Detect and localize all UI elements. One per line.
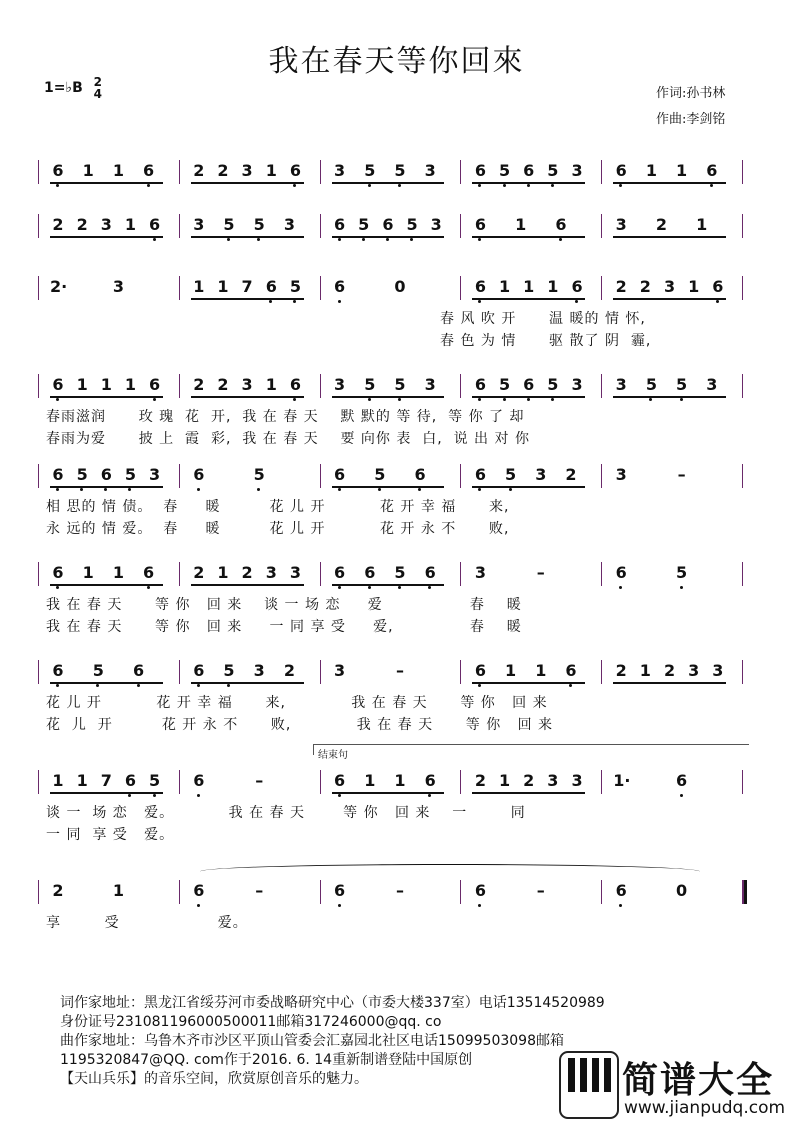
note: 5	[147, 772, 163, 790]
score-row	[0, 562, 793, 642]
note: 1	[112, 563, 124, 582]
note: 5	[497, 376, 513, 394]
note: 2·	[50, 277, 68, 296]
note: –	[536, 881, 545, 900]
note: 3	[334, 375, 346, 394]
barline	[179, 880, 180, 904]
beam-underline	[613, 682, 726, 684]
note: 5	[287, 278, 303, 296]
beam-underline	[50, 486, 163, 488]
beam-underline	[472, 396, 585, 398]
note: 6	[412, 466, 428, 484]
barline	[38, 214, 39, 238]
note: 5	[356, 216, 372, 234]
barline	[179, 374, 180, 398]
note: 3	[241, 375, 253, 394]
key-label: 1=♭B	[44, 80, 83, 96]
note: 2	[217, 161, 229, 180]
note: 6	[50, 662, 66, 680]
barline	[179, 464, 180, 488]
lyric-line-1: 我 在 春 天 等 你 回 来 谈 一 场 恋 爱 春 暖	[46, 597, 522, 613]
note: 6	[569, 278, 585, 296]
note: 6	[613, 882, 629, 900]
barline	[320, 214, 321, 238]
beam-underline	[332, 236, 445, 238]
note: 6	[472, 216, 488, 234]
note: 6	[50, 376, 66, 394]
note: 2	[52, 215, 64, 234]
barline	[320, 770, 321, 794]
note: 2	[76, 215, 88, 234]
beam-underline	[472, 792, 585, 794]
beam-underline	[191, 396, 304, 398]
score-row	[0, 770, 793, 850]
note: 6	[332, 466, 348, 484]
note: 1	[217, 563, 229, 582]
note: 6	[332, 882, 348, 900]
barline	[601, 214, 602, 238]
barline	[460, 464, 461, 488]
note: 2	[615, 277, 627, 296]
barline	[601, 660, 602, 684]
note: 3	[334, 661, 346, 680]
barline	[460, 214, 461, 238]
note: –	[396, 661, 404, 680]
lyricist: 作词:孙书林	[656, 86, 726, 101]
note: 6	[521, 162, 537, 180]
beam-underline	[332, 396, 445, 398]
barline	[742, 374, 743, 398]
note: 6	[710, 278, 726, 296]
note: 3	[688, 661, 700, 680]
note: 5	[674, 376, 690, 394]
lyric-line-2: 春 色 为 情 驱 散了 阴 霾,	[440, 333, 652, 349]
note: 3	[112, 277, 124, 296]
note: 7	[241, 277, 253, 296]
lyric-line-1: 春雨滋润 玫 瑰 花 开, 我 在 春 天 默 默的 等 待, 等 你 了 却	[46, 409, 525, 425]
note: 6	[362, 564, 378, 582]
footer-line: 词作家地址：黑龙江省绥芬河市委战略研究中心（市委大楼337室）电话13514520989	[60, 995, 605, 1011]
barline	[742, 160, 743, 184]
footer-line: 1195320847@QQ. com作于2016. 6. 14重新制谱登陆中国原创	[60, 1052, 473, 1068]
barline	[179, 562, 180, 586]
beam-underline	[613, 298, 726, 300]
beam-underline	[472, 486, 585, 488]
page-title: 我在春天等你回來	[268, 44, 525, 79]
note: 6	[50, 564, 66, 582]
note: 1	[676, 161, 688, 180]
note: 5	[392, 376, 408, 394]
barline	[460, 562, 461, 586]
note: 5	[122, 466, 138, 484]
note: 3	[615, 215, 627, 234]
barline	[320, 160, 321, 184]
note: 6	[131, 662, 147, 680]
barline	[460, 374, 461, 398]
barline	[38, 160, 39, 184]
beam-underline	[332, 584, 445, 586]
note: 1	[696, 215, 708, 234]
time-bottom: 4	[93, 87, 102, 101]
note: 6	[191, 466, 207, 484]
note: 6	[191, 772, 207, 790]
lyric-line-2: 春雨为爱 披 上 霞 彩, 我 在 春 天 要 向你 表 白, 说 出 对 你	[46, 431, 530, 447]
note: 6	[380, 216, 396, 234]
note: 5	[545, 376, 561, 394]
note: 5	[497, 162, 513, 180]
note: 3	[241, 161, 253, 180]
note: 5	[545, 162, 561, 180]
note: 3	[615, 375, 627, 394]
note: 1	[82, 563, 94, 582]
note: 1	[112, 881, 124, 900]
note: 2	[663, 661, 676, 680]
barline	[38, 880, 39, 904]
note: 6	[704, 162, 720, 180]
note: 6	[521, 376, 537, 394]
note: 1	[124, 375, 137, 394]
beam-underline	[50, 682, 163, 684]
note: 1	[547, 277, 559, 296]
time-signature	[94, 76, 102, 100]
note: 3	[615, 465, 627, 484]
beam-underline	[191, 584, 304, 586]
lyric-line-2: 花 儿 开 花 开 永 不 败, 我 在 春 天 等 你 回 来	[46, 717, 554, 733]
note: 3	[265, 563, 277, 582]
barline	[38, 770, 39, 794]
barline	[460, 880, 461, 904]
note: 1	[523, 277, 535, 296]
composer: 作曲:李剑铭	[656, 112, 726, 127]
note: 6	[287, 162, 303, 180]
note: 3	[474, 563, 486, 582]
note: 3	[334, 161, 346, 180]
score-row	[0, 880, 793, 960]
note: 6	[50, 162, 66, 180]
beam-underline	[50, 396, 163, 398]
barline	[38, 374, 39, 398]
barline	[179, 276, 180, 300]
note: 6	[674, 772, 690, 790]
note: 6	[122, 772, 138, 790]
footer-line: 身份证号231081196000500011邮箱317246000@qq. co	[60, 1014, 442, 1030]
note: 6	[472, 466, 488, 484]
note: 6	[613, 162, 629, 180]
note: 1	[498, 771, 511, 790]
barline	[601, 770, 602, 794]
note: 6	[332, 564, 348, 582]
beam-underline	[613, 236, 726, 238]
note: 3	[712, 661, 724, 680]
beam-underline	[472, 236, 585, 238]
note: 1	[364, 771, 376, 790]
note: 0	[394, 277, 406, 296]
ending-label: 结束句	[318, 750, 348, 761]
note: 6	[472, 662, 488, 680]
note: 1	[515, 215, 527, 234]
note: 6	[332, 772, 348, 790]
note: 6	[472, 278, 488, 296]
note: 6	[141, 162, 157, 180]
note: 3	[706, 375, 718, 394]
footer	[60, 994, 605, 1089]
note: 5	[221, 216, 237, 234]
barline	[320, 660, 321, 684]
score-row	[0, 660, 793, 740]
note: –	[255, 771, 264, 790]
note: 5	[362, 376, 378, 394]
note: 6	[472, 882, 488, 900]
note: 3	[424, 161, 436, 180]
note: 6	[147, 216, 163, 234]
note: 1	[124, 215, 137, 234]
footer-line: 曲作家地址：乌鲁木齐市沙区平顶山管委会汇嘉园北社区电话15099503098邮箱	[60, 1033, 564, 1049]
note: 3	[253, 661, 265, 680]
note: 1	[498, 277, 511, 296]
note: 5	[251, 466, 267, 484]
note: 0	[676, 881, 688, 900]
note: 6	[287, 376, 303, 394]
note: 1	[639, 661, 651, 680]
note: 3	[547, 771, 559, 790]
note: 6	[98, 466, 114, 484]
note: 6	[553, 216, 569, 234]
note: 5	[251, 216, 267, 234]
note: 6	[563, 662, 579, 680]
barline	[742, 660, 743, 684]
note: 1	[82, 161, 94, 180]
note: 6	[141, 564, 157, 582]
barline	[179, 660, 180, 684]
note: 6	[263, 278, 279, 296]
beam-underline	[472, 182, 585, 184]
note: 3	[193, 215, 205, 234]
beam-underline	[50, 584, 163, 586]
barline	[460, 160, 461, 184]
note: 2	[639, 277, 651, 296]
note: 2	[193, 375, 205, 394]
note: 3	[149, 465, 161, 484]
note: 6	[472, 162, 488, 180]
note: 3	[430, 215, 442, 234]
barline	[460, 276, 461, 300]
note: 1	[193, 277, 205, 296]
beam-underline	[191, 236, 304, 238]
note: 3	[571, 375, 583, 394]
lyric-line-1: 花 儿 开 花 开 幸 福 来, 我 在 春 天 等 你 回 来	[46, 695, 548, 711]
barline	[460, 770, 461, 794]
note: 3	[283, 215, 295, 234]
note: 2	[523, 771, 535, 790]
site-logo	[558, 1050, 786, 1120]
note: 5	[90, 662, 106, 680]
barline	[179, 770, 180, 794]
note: 6	[422, 772, 438, 790]
note: 6	[147, 376, 163, 394]
note: 1	[535, 661, 547, 680]
barline	[601, 374, 602, 398]
barline	[742, 770, 743, 794]
barline	[320, 374, 321, 398]
note: 5	[392, 564, 408, 582]
barline	[38, 562, 39, 586]
lyric-line-1: 相 思的 情 债。 春 暖 花 儿 开 花 开 幸 福 来,	[46, 499, 510, 515]
barline	[742, 464, 743, 488]
note: 6	[613, 564, 629, 582]
note: 2	[565, 465, 577, 484]
barline	[601, 880, 602, 904]
barline	[601, 464, 602, 488]
note: 1	[52, 771, 64, 790]
note: 6	[472, 376, 488, 394]
note: 5	[221, 662, 237, 680]
note: 2	[52, 881, 64, 900]
barline	[38, 660, 39, 684]
lyric-line-1: 谈 一 场 恋 爱。 我 在 春 天 等 你 回 来 一 同	[46, 805, 526, 821]
note: 1	[688, 277, 700, 296]
note: 1	[100, 375, 112, 394]
note: 2	[193, 161, 205, 180]
note: 5	[674, 564, 690, 582]
beam-underline	[613, 182, 726, 184]
logo-text: 简谱大全	[622, 1060, 775, 1101]
beam-underline	[50, 236, 163, 238]
note: 6	[191, 662, 207, 680]
barline	[742, 562, 743, 586]
note: –	[677, 465, 686, 484]
lyric-line-1: 享 受 爱。	[46, 915, 248, 931]
barline	[320, 880, 321, 904]
beam-underline	[332, 486, 445, 488]
beam-underline	[472, 682, 585, 684]
note: 3	[571, 771, 583, 790]
barline	[601, 160, 602, 184]
barline	[320, 562, 321, 586]
note: 5	[643, 376, 659, 394]
note: 5	[372, 466, 388, 484]
note: 1	[265, 161, 277, 180]
note: 2	[217, 375, 229, 394]
note: 1	[645, 161, 657, 180]
barline	[601, 562, 602, 586]
barline	[320, 276, 321, 300]
note: 2	[193, 563, 205, 582]
score-row	[0, 464, 793, 544]
note: 1	[112, 161, 124, 180]
note: 5	[503, 466, 519, 484]
barline	[320, 464, 321, 488]
note: 1	[265, 375, 277, 394]
note: 5	[392, 162, 408, 180]
note: 1	[76, 375, 88, 394]
note: 3	[100, 215, 112, 234]
beam-underline	[332, 792, 445, 794]
beam-underline	[191, 182, 304, 184]
note: 6	[50, 466, 66, 484]
note: 2	[615, 661, 627, 680]
tie-slur	[200, 864, 700, 879]
note: –	[396, 881, 404, 900]
barline	[38, 464, 39, 488]
note: 2	[283, 661, 295, 680]
beam-underline	[191, 298, 304, 300]
beam-underline	[472, 298, 585, 300]
note: 1·	[613, 771, 631, 790]
note: 1	[505, 661, 517, 680]
beam-underline	[50, 792, 163, 794]
barline	[742, 276, 743, 300]
barline	[179, 214, 180, 238]
note: 5	[74, 466, 90, 484]
key-signature	[44, 76, 102, 100]
beam-underline	[332, 182, 445, 184]
note: –	[536, 563, 545, 582]
beam-underline	[613, 396, 726, 398]
note: 5	[362, 162, 378, 180]
final-barline	[743, 880, 747, 904]
note: 6	[332, 278, 348, 296]
lyric-line-2: 我 在 春 天 等 你 回 来 一 同 享 受 爱, 春 暖	[46, 619, 522, 635]
note: 7	[100, 771, 112, 790]
ending-bracket	[313, 744, 749, 755]
note: 3	[663, 277, 676, 296]
barline	[38, 276, 39, 300]
note: 6	[332, 216, 348, 234]
score-row	[0, 374, 793, 454]
note: 1	[217, 277, 229, 296]
note: 6	[422, 564, 438, 582]
barline	[179, 160, 180, 184]
note: 2	[474, 771, 486, 790]
note: 5	[404, 216, 420, 234]
score-row	[0, 276, 793, 356]
beam-underline	[191, 682, 304, 684]
note: 6	[191, 882, 207, 900]
barline	[742, 214, 743, 238]
note: 1	[76, 771, 88, 790]
barline	[601, 276, 602, 300]
note: 2	[655, 215, 668, 234]
note: 1	[394, 771, 406, 790]
note: 3	[289, 563, 301, 582]
lyric-line-1: 春 风 吹 开 温 暖的 情 怀,	[440, 311, 646, 327]
beam-underline	[50, 182, 163, 184]
note: 3	[535, 465, 547, 484]
note: 3	[571, 161, 583, 180]
note: 2	[241, 563, 253, 582]
barline	[460, 660, 461, 684]
note: –	[255, 881, 264, 900]
footer-line: 【天山兵乐】的音乐空间，欣赏原创音乐的魅力。	[60, 1071, 368, 1087]
note: 3	[424, 375, 436, 394]
logo-url: www.jianpudq.com	[624, 1098, 786, 1118]
time-top: 2	[93, 75, 102, 89]
lyric-line-2: 永 远的 情 爱。 春 暖 花 儿 开 花 开 永 不 败,	[46, 521, 510, 537]
lyric-line-2: 一 同 享 受 爱。	[46, 827, 175, 843]
